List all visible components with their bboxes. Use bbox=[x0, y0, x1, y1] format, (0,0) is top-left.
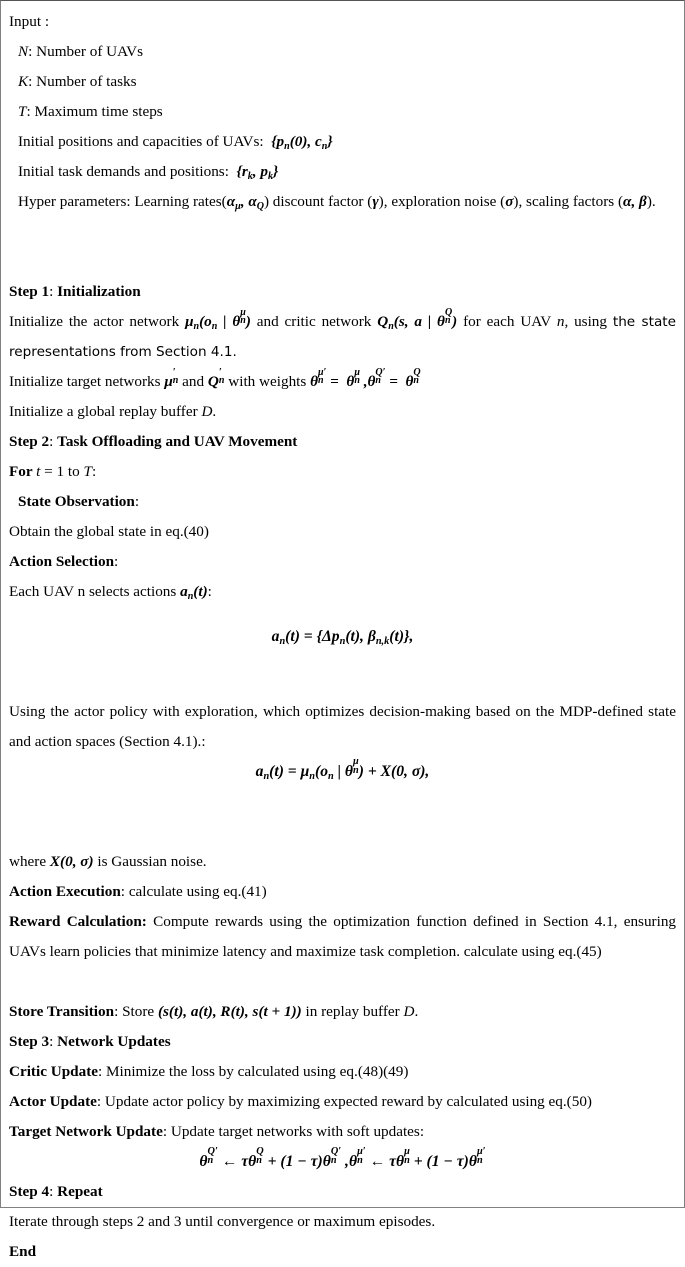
store-transition-c: . bbox=[414, 1003, 419, 1020]
critic-update-label: Critic Update bbox=[9, 1063, 98, 1080]
step1-line2-a: Initialize target networks bbox=[9, 373, 165, 390]
step4-text: Iterate through steps 2 and 3 until convergence or maximum episodes. bbox=[9, 1213, 436, 1230]
actor-update-text: : Update actor policy by maximizing expected reward by calculated using eq.(50) bbox=[96, 1093, 592, 1110]
store-transition-label: Store Transition bbox=[9, 1003, 115, 1020]
action-execution-text: : calculate using eq.(41) bbox=[120, 883, 267, 900]
symbol-D-2: D bbox=[403, 1003, 415, 1020]
hyper-mid1: ) discount factor ( bbox=[263, 193, 373, 210]
step2-title: Task Offloading and UAV Movement bbox=[57, 433, 298, 450]
target-network-label: Target Network Update bbox=[9, 1123, 163, 1140]
where-line-b: is Gaussian noise. bbox=[93, 853, 207, 870]
mu-target: μ ′ n bbox=[164, 366, 179, 390]
step1-line2-b: and bbox=[178, 373, 208, 390]
step4-colon: : bbox=[49, 1183, 58, 1200]
for-line-c: : bbox=[92, 463, 97, 480]
actor-network-formula: $\mu_n(o_n$ | θ μ n ) bbox=[185, 306, 251, 332]
using-actor-policy-text: Using the actor policy with exploration, which optimizes decision-making based on the MDP-defined state and action spaces (Section 4.1).: bbox=[9, 703, 676, 750]
actor-update-label: Actor Update bbox=[9, 1093, 97, 1110]
where-gaussian-row bbox=[9, 847, 676, 877]
theta-weights-formula: θ μ′ n = θ μ n ,θ Q′ n = θ Q n bbox=[310, 366, 421, 390]
spacer-eq1-bottom-2 bbox=[9, 682, 676, 697]
hyper-sigma: σ bbox=[505, 193, 514, 210]
symbol-K: K bbox=[18, 73, 29, 90]
step3-title: Network Updates bbox=[57, 1033, 171, 1050]
initial-tasks-label: Initial task demands and positions: bbox=[18, 163, 229, 180]
symbol-N: N bbox=[18, 43, 29, 60]
action-execution-label: Action Execution bbox=[9, 883, 121, 900]
reward-calculation-label: Reward Calculation: bbox=[9, 913, 147, 930]
input-item-hyper bbox=[9, 187, 676, 247]
reward-calculation-text: Compute rewards using the optimization function defined in Section 4.1, ensuring UAVs learn policies that minimize latency and maximize task completion. calculate using eq.(45) bbox=[9, 913, 677, 960]
store-transition-b: in replay buffer bbox=[301, 1003, 404, 1020]
input-heading: Input : bbox=[9, 13, 50, 30]
step2-label: Step 2 bbox=[9, 433, 50, 450]
for-keyword: For bbox=[9, 463, 37, 480]
equation-1: $a_n(t) = \{\Delta p_n(t)$, $\beta_{n,k}(t)$}, bbox=[271, 628, 414, 647]
input-item-t bbox=[9, 97, 676, 127]
step1-heading-row bbox=[9, 277, 676, 307]
step1-line2-c: with weights bbox=[224, 373, 311, 390]
spacer-1 bbox=[9, 247, 676, 277]
input-item-initial-tasks bbox=[9, 157, 676, 187]
step3-heading-row bbox=[9, 1027, 676, 1057]
input-heading-row bbox=[9, 7, 676, 37]
step3-label: Step 3 bbox=[9, 1033, 50, 1050]
input-item-n-text: : Number of UAVs bbox=[28, 43, 144, 60]
reward-calculation-block bbox=[9, 907, 676, 997]
initial-positions-formula: {$p_n(0)$, $c_n$} bbox=[267, 133, 333, 152]
hyper-alpha-beta: α, β bbox=[623, 193, 647, 210]
initial-positions-label: Initial positions and capacities of UAVs: bbox=[18, 133, 264, 150]
action-an-t: $a_n(t)$ bbox=[180, 583, 208, 602]
step1-label: Step 1 bbox=[9, 283, 50, 300]
input-item-t-text: : Maximum time steps bbox=[26, 103, 163, 120]
store-transition-a: : Store bbox=[114, 1003, 158, 1020]
symbol-n-1: n bbox=[556, 313, 565, 330]
step1-line1-a: Initialize the actor network bbox=[9, 313, 186, 330]
target-network-text: : Update target networks with soft updates: bbox=[162, 1123, 425, 1140]
hyper-end: ). bbox=[646, 193, 656, 210]
where-line-a: where bbox=[9, 853, 50, 870]
gaussian-formula: X(0, σ) bbox=[49, 853, 94, 870]
step1-line3-text: Initialize a global replay buffer bbox=[9, 403, 202, 420]
step1-colon: : bbox=[49, 283, 58, 300]
state-observation-label: State Observation bbox=[18, 493, 135, 510]
state-observation-colon: : bbox=[134, 493, 140, 510]
end-label: End bbox=[9, 1243, 37, 1260]
step4-text-row bbox=[9, 1207, 676, 1237]
target-network-update-row bbox=[9, 1117, 676, 1147]
spacer-eq2-bottom-2 bbox=[9, 817, 676, 847]
step1-line3-period: . bbox=[212, 403, 217, 420]
step2-heading-row bbox=[9, 427, 676, 457]
critic-update-text: : Minimize the loss by calculated using eq.(48)(49) bbox=[98, 1063, 409, 1080]
step2-colon: : bbox=[49, 433, 58, 450]
store-transition-row bbox=[9, 997, 676, 1027]
symbol-T: T bbox=[18, 103, 27, 120]
spacer-eq1-top bbox=[9, 607, 676, 622]
state-observation-text: Obtain the global state in eq.(40) bbox=[9, 523, 209, 540]
symbol-T-2: T bbox=[83, 463, 92, 480]
input-item-n bbox=[9, 37, 676, 67]
action-selection-row bbox=[9, 547, 676, 577]
step1-line1-d: , using bbox=[564, 313, 607, 330]
symbol-t-1: t bbox=[36, 463, 41, 480]
end-row bbox=[9, 1237, 676, 1267]
state-observation-row bbox=[9, 487, 676, 517]
spacer-eq2-bottom bbox=[9, 787, 676, 817]
input-item-k bbox=[9, 67, 676, 97]
algorithm-content bbox=[1, 1, 684, 1267]
step4-label: Step 4 bbox=[9, 1183, 50, 1200]
action-selection-text-row bbox=[9, 577, 676, 607]
input-item-initial-positions bbox=[9, 127, 676, 157]
state-observation-text-row bbox=[9, 517, 676, 547]
action-execution-row bbox=[9, 877, 676, 907]
action-selection-label: Action Selection bbox=[9, 553, 115, 570]
step1-line1-b: and critic network bbox=[250, 313, 378, 330]
step3-colon: : bbox=[49, 1033, 58, 1050]
action-selection-colon: : bbox=[114, 553, 119, 570]
equation-2: $a_n(t) = \mu_n(o_n$ | θ μ n ) + X(0, σ), bbox=[255, 756, 430, 782]
step1-line1 bbox=[9, 307, 676, 367]
hyper-alpha-mu: $\alpha_\mu$, $\alpha_Q$ bbox=[226, 193, 264, 212]
hyper-prefix: Hyper parameters: Learning rates( bbox=[18, 193, 227, 210]
initial-tasks-formula: {$r_k$, $p_k$} bbox=[232, 163, 279, 182]
action-selection-text-b: : bbox=[207, 583, 212, 600]
spacer-eq1-bottom bbox=[9, 652, 676, 682]
step4-title: Repeat bbox=[57, 1183, 103, 1200]
using-actor-policy-block bbox=[9, 697, 676, 757]
step1-line1-c: for each UAV bbox=[457, 313, 557, 330]
step1-title: Initialization bbox=[57, 283, 141, 300]
symbol-D-1: D bbox=[201, 403, 213, 420]
hyper-gamma: γ bbox=[372, 193, 379, 210]
q-target: Q ′ n bbox=[207, 366, 225, 390]
equation-3: θ Q′ n ← τθ Q n + (1 − τ)θ Q′ n ,θ μ′ n ← τθ μ n + (1 − τ)θ μ′ n bbox=[199, 1146, 486, 1170]
step1-line1-cont: the state representations from Section 4.1. bbox=[9, 314, 676, 360]
step2-for-line bbox=[9, 457, 676, 487]
hyper-mid2: ), exploration noise ( bbox=[378, 193, 506, 210]
step1-line3 bbox=[9, 397, 676, 427]
store-transition-tuple: (s(t), a(t), R(t), s(t + 1)) bbox=[157, 1003, 302, 1020]
action-selection-text-a: Each UAV n selects actions bbox=[9, 583, 181, 600]
input-item-k-text: : Number of tasks bbox=[28, 73, 137, 90]
actor-update-row bbox=[9, 1087, 676, 1117]
critic-update-row bbox=[9, 1057, 676, 1087]
hyper-mid3: ), scaling factors ( bbox=[513, 193, 624, 210]
for-line-b: = 1 to bbox=[40, 463, 84, 480]
step1-line2 bbox=[9, 367, 676, 397]
step4-heading-row bbox=[9, 1177, 676, 1207]
critic-network-formula: $Q_n(s$, a | θ Q n ) bbox=[377, 306, 458, 332]
